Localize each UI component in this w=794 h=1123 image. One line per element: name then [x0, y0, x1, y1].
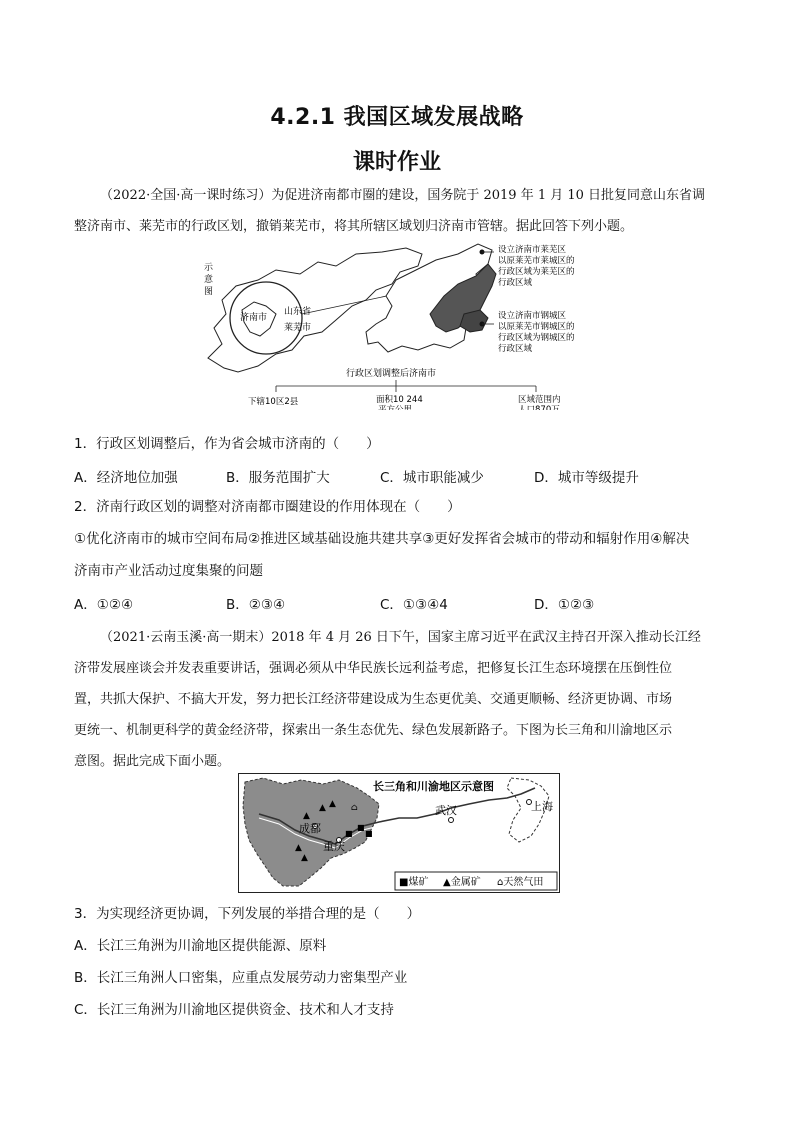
gas-field-icon: ⌂: [351, 803, 358, 813]
fact-2-line1: 面积10 244: [376, 395, 423, 405]
metal-mine-icon: ▲: [329, 799, 336, 809]
q3-option-a[interactable]: A．长江三角洲为川渝地区提供能源、原料: [74, 938, 327, 954]
question-2-options: [0, 593, 794, 615]
page-subtitle: 课时作业: [352, 150, 441, 175]
jinan-label: 济南市: [240, 313, 268, 323]
intro-1-line-2: 整济南市、莱芜市的行政区划，撤销莱芜市，将其所辖区域划归济南市管辖。据此回答下列小题。: [74, 219, 634, 234]
legend-coal: ■煤矿: [399, 877, 429, 888]
q1-option-a[interactable]: A．经济地位加强: [74, 470, 178, 486]
metal-mine-icon: ▲: [319, 803, 326, 813]
q3-option-c[interactable]: C．长江三角洲为川渝地区提供资金、技术和人才支持: [74, 1002, 394, 1018]
side-label-2: 意: [204, 275, 214, 285]
laiwu-label: 莱芜市: [284, 323, 312, 333]
question-1-stem: 1．行政区划调整后，作为省会城市济南的（ ）: [74, 436, 380, 452]
metal-mine-icon: ▲: [303, 811, 310, 821]
fact-3-line1: 区域范围内: [518, 395, 561, 405]
coal-mine-icon: ■: [357, 823, 365, 832]
note1-line1: 设立济南市莱芜区: [498, 245, 567, 255]
note2-line2: 以原莱芜市钢城区的: [498, 322, 575, 332]
q1-option-d[interactable]: D．城市等级提升: [534, 470, 639, 486]
chengdu-label: 成都: [299, 822, 321, 835]
intro-2-line-3: 置，共抓大保护、不搞大开发，努力把长江经济带建设成为生态更优美、交通更顺畅、经济更协调、市场: [74, 692, 673, 707]
yangtze-map-figure: [238, 773, 560, 893]
question-2-items-line1: ①优化济南市的城市空间布局②推进区域基础设施共建共享③更好发挥省会城市的带动和辐射作用④解决: [74, 531, 690, 547]
intro-passage-1: [74, 180, 726, 242]
chongqing-label: 重庆: [323, 840, 345, 853]
intro-2-line-4: 更统一、机制更科学的黄金经济带，探索出一条生态优先、绿色发展新路子。下图为长三角和川渝地区示: [74, 723, 673, 738]
intro-1-line-1: （2022·全国·高一课时练习）为促进济南都市圈的建设，国务院于 2019 年 1 月 10 日批复同意山东省调: [100, 188, 706, 203]
note1-line2: 以原莱芜市莱城区的: [498, 256, 575, 266]
fact-3-line2: 人口870万: [518, 405, 560, 410]
question-1-options: [0, 466, 794, 488]
jinan-map-svg: [196, 240, 606, 410]
q2-option-d[interactable]: D．①②③: [534, 597, 595, 613]
metal-mine-icon: ▲: [295, 843, 302, 853]
question-2-stem: 2．济南行政区划的调整对济南都市圈建设的作用体现在（ ）: [74, 499, 461, 515]
note2-line4: 行政区域: [498, 344, 533, 354]
question-3-stem: 3．为实现经济更协调，下列发展的举措合理的是（ ）: [74, 906, 421, 922]
q2-option-c[interactable]: C．①③④4: [380, 597, 448, 613]
intro-passage-2: [74, 622, 726, 777]
side-label-1: 示: [204, 263, 214, 273]
q2-option-b[interactable]: B．②③④: [226, 597, 286, 613]
yangtze-map-svg: [239, 774, 559, 892]
jinan-map-figure: [196, 240, 606, 410]
q2-option-a[interactable]: A．①②④: [74, 597, 134, 613]
side-label-3: 图: [204, 287, 214, 297]
page-title: 4.2.1 我国区域发展战略: [270, 105, 524, 130]
note1-line3: 行政区域为莱芜区的: [498, 267, 575, 277]
question-2-items-line2: 济南市产业活动过度集聚的问题: [74, 563, 263, 579]
legend-metal: ▲金属矿: [443, 877, 481, 888]
fact-1: 下辖10区2县: [248, 397, 299, 407]
q1-option-c[interactable]: C．城市职能减少: [380, 470, 484, 486]
q1-option-b[interactable]: B．服务范围扩大: [226, 470, 330, 486]
metal-mine-icon: ▲: [301, 853, 308, 863]
coal-mine-icon: ■: [365, 829, 373, 838]
fact-2-line2: 平方公里: [378, 405, 413, 410]
intro-2-line-1: （2021·云南玉溪·高一期末）2018 年 4 月 26 日下午，国家主席习近平在武汉主持召开深入推动长江经: [100, 630, 701, 645]
intro-2-line-2: 济带发展座谈会并发表重要讲话，强调必须从中华民族长远利益考虑，把修复长江生态环境摆在压倒性位: [74, 661, 673, 676]
note2-line1: 设立济南市钢城区: [498, 311, 567, 321]
wuhan-label: 武汉: [435, 804, 457, 817]
note1-line4: 行政区域: [498, 278, 533, 288]
province-label: 山东省: [284, 307, 312, 317]
adjust-title: 行政区划调整后济南市: [346, 369, 437, 379]
coal-mine-icon: ■: [345, 829, 353, 838]
legend-gas: ⌂天然气田: [497, 877, 544, 888]
shanghai-label: 上海: [531, 800, 553, 813]
intro-2-line-5: 意图。据此完成下面小题。: [74, 754, 231, 769]
note2-line3: 行政区域为钢城区的: [498, 333, 575, 343]
map2-title: 长三角和川渝地区示意图: [373, 780, 494, 793]
q3-option-b[interactable]: B．长江三角洲人口密集，应重点发展劳动力密集型产业: [74, 970, 408, 986]
